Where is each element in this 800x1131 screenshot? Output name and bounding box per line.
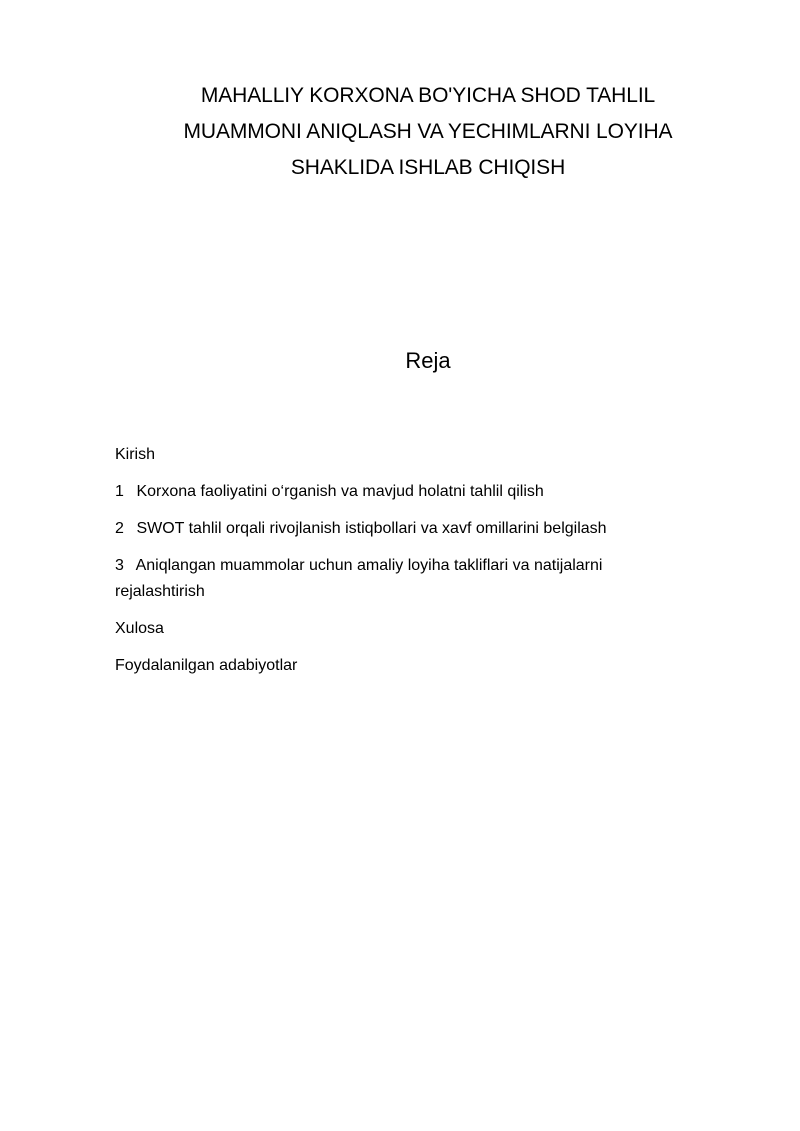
toc-item-conclusion (115, 616, 675, 642)
toc-item-text: SWOT tahlil orqali rivojlanish istiqbollari va xavf omillarini belgilash (136, 520, 607, 537)
title-line-1: MAHALLIY KORXONA BO'YICHA SHOD TAHLIL (200, 84, 656, 107)
toc-item-text: Korxona faoliyatini o‘rganish va mavjud holatni tahlil qilish (136, 483, 544, 500)
toc-item-3 (115, 553, 675, 605)
plan-heading: Reja (405, 348, 451, 373)
toc-item-text: Kirish (115, 446, 156, 463)
toc-item-text: Aniqlangan muammolar uchun amaliy loyiha takliflari va natijalarni rejalashtirish (115, 557, 603, 600)
toc-item-text: Foydalanilgan adabiyotlar (115, 657, 298, 674)
toc-item-number: 2 (115, 520, 124, 537)
toc-item-number: 3 (115, 557, 124, 574)
title-line-2: MUAMMONI ANIQLASH VA YECHIMLARNI LOYIHA (183, 120, 673, 143)
title-line-3: SHAKLIDA ISHLAB CHIQISH (290, 156, 566, 179)
toc-item-references (115, 653, 675, 679)
toc-item-number: 1 (115, 483, 124, 500)
toc-item-text: Xulosa (115, 620, 164, 637)
toc-item-intro (115, 442, 675, 468)
table-of-contents (115, 442, 675, 690)
toc-item-2 (115, 516, 675, 542)
document-title (118, 78, 738, 186)
toc-item-1 (115, 479, 675, 505)
